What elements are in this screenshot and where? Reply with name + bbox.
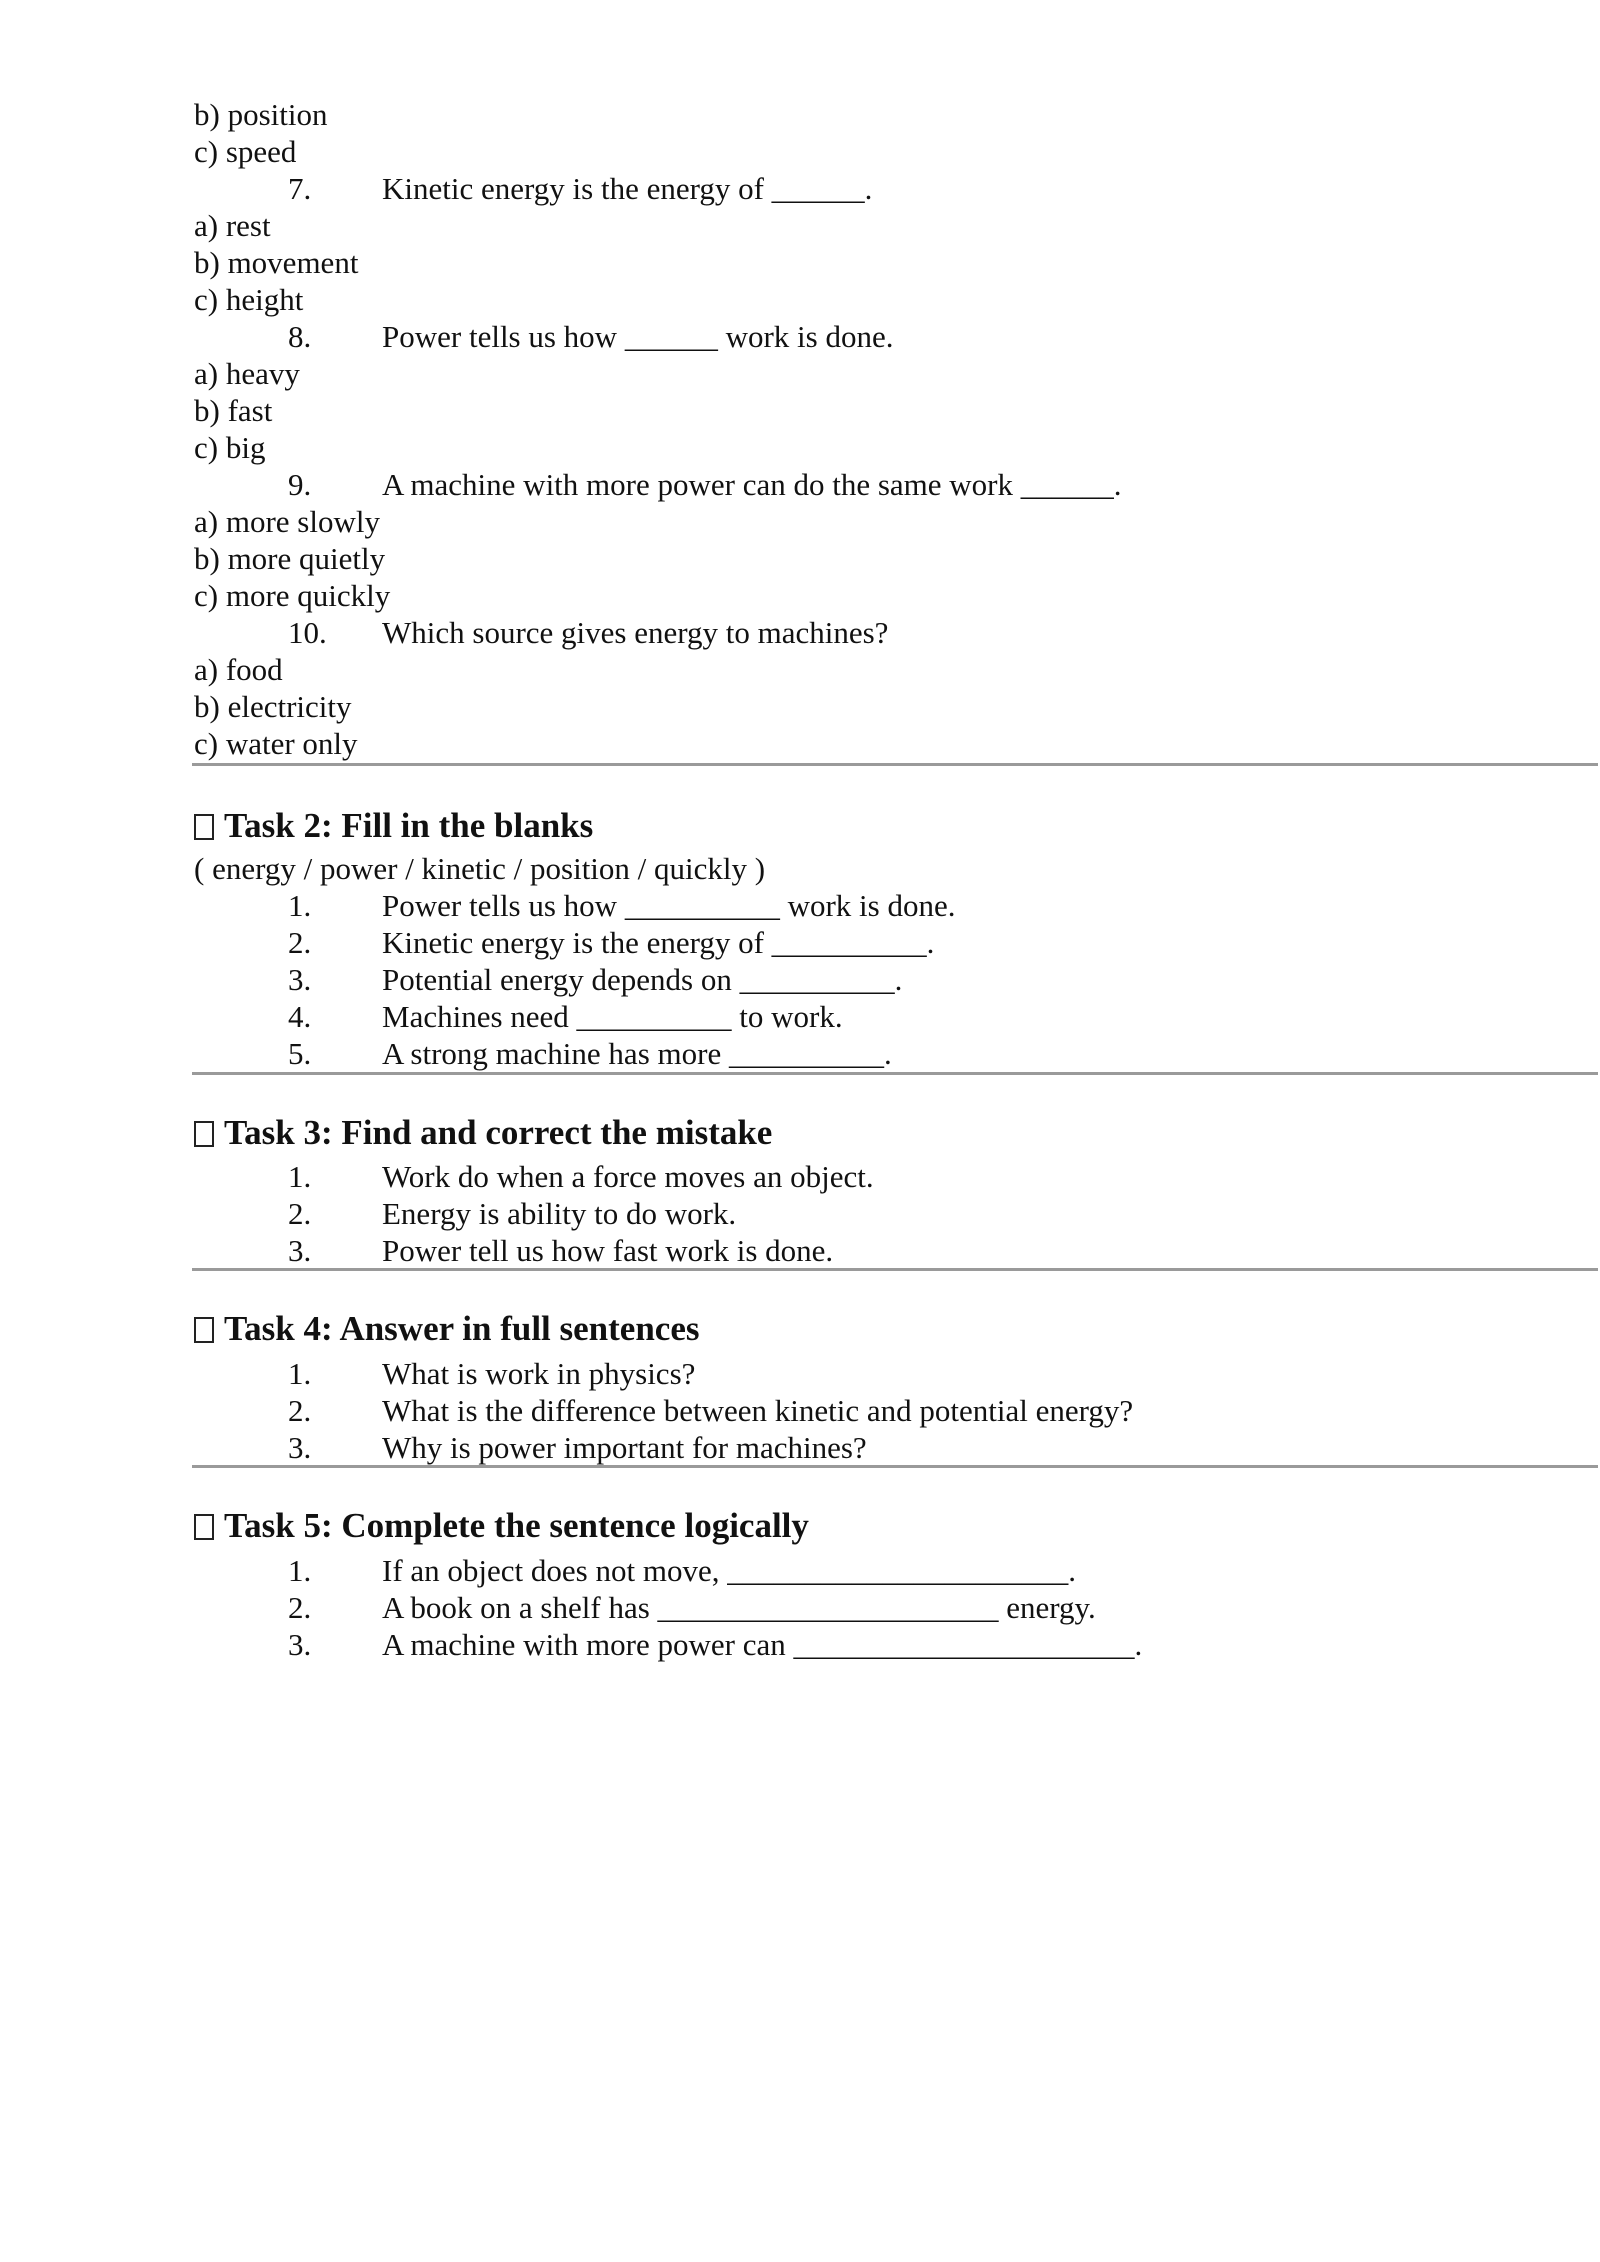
option-c: c) big bbox=[194, 430, 266, 465]
item-number: 3. bbox=[288, 962, 312, 997]
item-number: 5. bbox=[288, 1036, 312, 1071]
item-text: Energy is ability to do work. bbox=[382, 1196, 737, 1231]
option-a: a) more slowly bbox=[194, 504, 380, 539]
item-number: 3. bbox=[288, 1430, 312, 1465]
question-text: Kinetic energy is the energy of ______. bbox=[382, 171, 873, 206]
option-c: c) height bbox=[194, 282, 304, 317]
item-text: Why is power important for machines? bbox=[382, 1430, 867, 1465]
item-number: 4. bbox=[288, 999, 312, 1034]
checkbox-icon bbox=[194, 1121, 214, 1147]
item-text: Kinetic energy is the energy of __________. bbox=[382, 925, 935, 960]
checkbox-icon bbox=[194, 1514, 214, 1540]
question-text: Power tells us how ______ work is done. bbox=[382, 319, 894, 354]
checkbox-icon bbox=[194, 1317, 214, 1343]
item-number: 1. bbox=[288, 1356, 312, 1391]
option-b: b) electricity bbox=[194, 689, 352, 724]
item-text: Work do when a force moves an object. bbox=[382, 1159, 874, 1194]
question-number: 10. bbox=[288, 615, 327, 650]
task3-heading bbox=[194, 1112, 772, 1154]
option-b: b) fast bbox=[194, 393, 273, 428]
option-b: b) more quietly bbox=[194, 541, 386, 576]
question-number: 9. bbox=[288, 467, 312, 502]
item-text: Potential energy depends on __________. bbox=[382, 962, 903, 997]
task4-heading bbox=[194, 1308, 700, 1350]
question-number: 8. bbox=[288, 319, 312, 354]
item-text: A machine with more power can ______________________. bbox=[382, 1627, 1143, 1662]
option-a: a) rest bbox=[194, 208, 271, 243]
option-b: b) movement bbox=[194, 245, 359, 280]
item-number: 2. bbox=[288, 1196, 312, 1231]
item-number: 2. bbox=[288, 1393, 312, 1428]
item-text: What is the difference between kinetic and potential energy? bbox=[382, 1393, 1134, 1428]
section-divider bbox=[192, 763, 1598, 766]
item-number: 3. bbox=[288, 1627, 312, 1662]
item-number: 2. bbox=[288, 1590, 312, 1625]
section-divider bbox=[192, 1268, 1598, 1271]
option-c: c) more quickly bbox=[194, 578, 391, 613]
task3-title: Task 3: Find and correct the mistake bbox=[224, 1113, 773, 1152]
option-a: a) food bbox=[194, 652, 283, 687]
item-number: 1. bbox=[288, 1553, 312, 1588]
item-text: If an object does not move, ______________________. bbox=[382, 1553, 1076, 1588]
section-divider bbox=[192, 1072, 1598, 1075]
question-text: Which source gives energy to machines? bbox=[382, 615, 889, 650]
task2-title: Task 2: Fill in the blanks bbox=[224, 806, 594, 845]
task2-heading bbox=[194, 805, 593, 847]
item-text: What is work in physics? bbox=[382, 1356, 696, 1391]
task5-title: Task 5: Complete the sentence logically bbox=[224, 1506, 809, 1545]
item-number: 3. bbox=[288, 1233, 312, 1268]
option-c: c) water only bbox=[194, 726, 358, 761]
question-number: 7. bbox=[288, 171, 312, 206]
word-bank: ( energy / power / kinetic / position / quickly ) bbox=[194, 851, 766, 886]
item-text: Power tell us how fast work is done. bbox=[382, 1233, 834, 1268]
item-number: 1. bbox=[288, 1159, 312, 1194]
item-number: 2. bbox=[288, 925, 312, 960]
task4-title: Task 4: Answer in full sentences bbox=[224, 1309, 700, 1348]
item-text: Power tells us how __________ work is done. bbox=[382, 888, 956, 923]
item-number: 1. bbox=[288, 888, 312, 923]
task5-heading bbox=[194, 1505, 809, 1547]
item-text: A book on a shelf has ______________________ energy. bbox=[382, 1590, 1096, 1625]
question-text: A machine with more power can do the same work ______. bbox=[382, 467, 1122, 502]
q6-option-c: c) speed bbox=[194, 134, 297, 169]
item-text: A strong machine has more __________. bbox=[382, 1036, 892, 1071]
checkbox-icon bbox=[194, 814, 214, 840]
option-a: a) heavy bbox=[194, 356, 300, 391]
q6-option-b: b) position bbox=[194, 97, 328, 132]
item-text: Machines need __________ to work. bbox=[382, 999, 843, 1034]
section-divider bbox=[192, 1465, 1598, 1468]
